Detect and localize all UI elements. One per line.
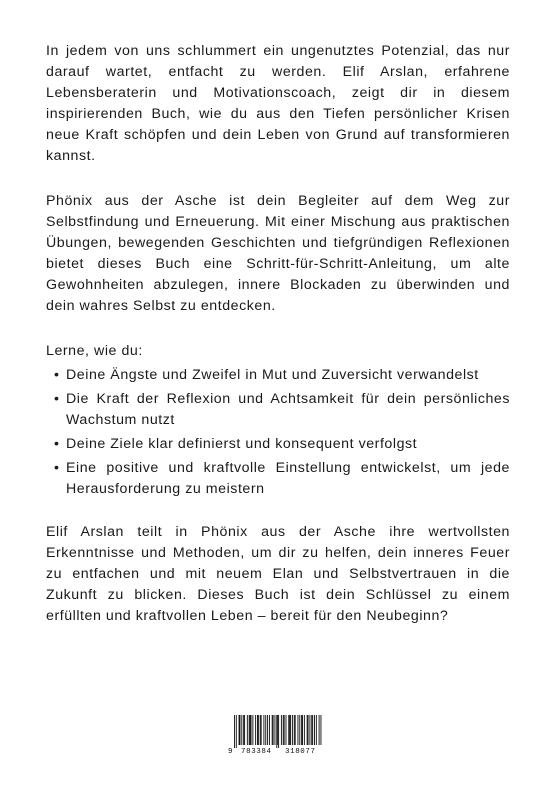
barcode-bar <box>258 715 259 745</box>
list-item <box>48 389 510 431</box>
barcode-bar <box>284 715 285 745</box>
barcode-bar <box>252 715 253 745</box>
barcode-bar <box>255 715 256 745</box>
barcode-bar <box>308 715 309 745</box>
barcode-bar <box>294 715 295 745</box>
barcode-bar <box>269 715 270 745</box>
barcode-bar <box>283 715 284 745</box>
barcode-bar <box>249 715 250 745</box>
barcode-bar <box>260 715 261 745</box>
list-item <box>48 365 510 386</box>
barcode-first-digit: 9 <box>228 748 233 756</box>
bullet-icon: • <box>54 367 60 383</box>
barcode-bar <box>263 715 264 745</box>
bullet-icon: • <box>54 391 60 407</box>
barcode-bar <box>304 715 305 745</box>
closing-paragraph: Elif Arslan teilt in Phönix aus der Asche ihre wertvollsten Erkenntnisse und Methoden, um dir zu helfen, dein inneres Feuer zu entfachen und mit neuem Elan und Selbstvertrauen in die Zukunft zu blicken. Dieses Buch ist dein Schlüssel zu einem erfüllten und kraftvollen Leben – bereit für den Neubeginn? <box>46 524 510 624</box>
barcode-bar <box>289 715 290 745</box>
barcode-bar <box>239 715 240 745</box>
barcode-bar <box>241 715 242 745</box>
barcode-left-digits: 783384 <box>241 748 272 756</box>
barcode-bar <box>267 715 268 745</box>
barcode-bar <box>290 715 291 745</box>
barcode-bar <box>236 715 237 748</box>
barcode-bar <box>274 715 275 745</box>
barcode-bar <box>309 715 310 745</box>
list-item <box>48 434 510 455</box>
barcode-bar <box>273 715 274 745</box>
barcode-bar <box>301 715 302 745</box>
barcode-bar <box>243 715 244 745</box>
back-cover-text <box>46 41 510 627</box>
barcode-bar <box>250 715 251 745</box>
barcode-right-digits: 318077 <box>285 748 316 756</box>
bullet-icon: • <box>54 460 60 476</box>
barcode-bar <box>281 715 282 745</box>
intro-paragraph: In jedem von uns schlummert ein ungenutztes Potenzial, das nur darauf wartet, entfacht zu werden. Elif Arslan, erfahrene Lebensberaterin und Motivationscoach, zeigt dir in diesem inspirierenden Buch, wie du aus den Tiefen persönlicher Krisen neue Kraft schöpfen und dein Leben von Grund auf transformieren kannst. <box>46 43 510 164</box>
benefit-list <box>46 365 510 500</box>
barcode-bar <box>299 715 300 745</box>
barcode-bar <box>277 715 278 745</box>
barcode-bar <box>265 715 266 745</box>
list-intro: Lerne, wie du: <box>46 343 143 359</box>
barcode-bar <box>240 715 241 745</box>
barcode-bar <box>278 715 279 748</box>
barcode-bar <box>288 715 289 745</box>
barcode-bar <box>302 715 303 745</box>
barcode-icon <box>227 713 329 749</box>
barcode-bar <box>314 715 315 745</box>
barcode-bar <box>234 715 235 748</box>
list-item-text: Deine Ziele klar definierst und konsequent verfolgst <box>66 436 418 452</box>
list-item-text: Eine positive und kraftvolle Einstellung entwickelst, um jede Herausforderung zu meistern <box>66 460 510 497</box>
barcode-bar <box>247 715 248 745</box>
barcode-bar <box>244 715 245 745</box>
description-paragraph: Phönix aus der Asche ist dein Begleiter auf dem Weg zur Selbstfindung und Erneuerung. Mit einer Mischung aus praktischen Übungen, bewegenden Geschichten und tiefgründigen Reflexionen bietet dieses Buch eine Schritt-für-Schritt-Anleitung, um alte Gewohnheiten abzulegen, innere Blockaden zu überwinden und dein wahres Selbst zu entdecken. <box>46 193 510 314</box>
isbn-barcode <box>227 713 329 765</box>
barcode-bar <box>320 715 321 745</box>
barcode-bar <box>286 715 287 745</box>
barcode-bar <box>295 715 296 745</box>
barcode-bar <box>311 715 312 745</box>
barcode-bar <box>312 715 313 745</box>
list-item-text: Die Kraft der Reflexion und Achtsamkeit für dein persönliches Wachstum nutzt <box>66 391 510 428</box>
barcode-bar <box>272 715 273 745</box>
barcode-bar <box>319 715 320 745</box>
barcode-bar <box>261 715 262 745</box>
barcode-bar <box>251 715 252 745</box>
barcode-bar <box>257 715 258 745</box>
barcode-bar <box>307 715 308 745</box>
barcode-bar <box>297 715 298 745</box>
barcode-bar <box>316 715 317 745</box>
barcode-bar <box>276 715 277 748</box>
barcode-bar <box>292 715 293 745</box>
list-item-text: Deine Ängste und Zweifel in Mut und Zuversicht verwandelst <box>66 367 479 383</box>
bullet-icon: • <box>54 436 60 452</box>
list-item <box>48 458 510 500</box>
